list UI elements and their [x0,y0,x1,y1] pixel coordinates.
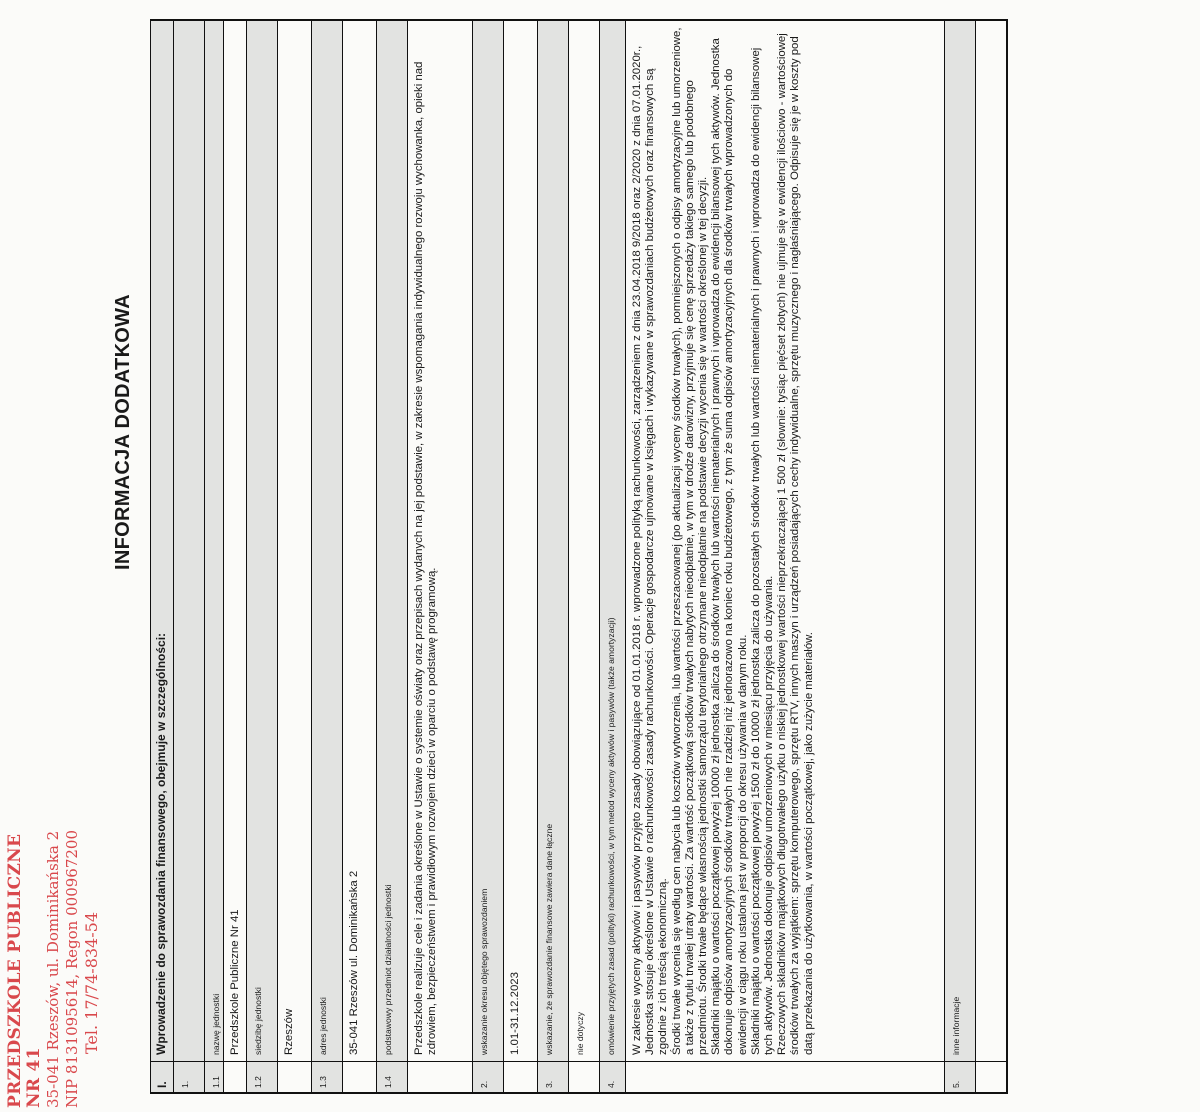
stamp-address: 35-041 Rzeszów, ul. Dominikańska 2 [44,830,62,1108]
item-number: 2. [473,1061,503,1094]
policy-paragraph: W zakresie wyceny aktywów i pasywów przyjęto zasady obowiązujące od 01.01.2018 r. wprowadzone polityką rachunkowości, zarządzeniem z dnia 23.04.2018 9/2018 oraz 2/2020 z dnia 07.01.2020r., [631,45,643,1055]
item-label: omówienie przyjętych zasad (polityki) rachunkowości, w tym metod wyceny aktywów i pasywów (także amortyzacji) [600,19,625,1061]
item-label: inne informacje [945,19,975,1061]
item-value-row [408,19,473,1094]
item-value-row [569,19,600,1094]
item-value-row [343,19,377,1094]
item-number: 1.2 [247,1061,277,1094]
item-header-row [174,19,205,1094]
item-value: Przedszkole Publiczne Nr 41 [224,19,246,1061]
stamp-ids: NIP 8131095614, Regon 000967200 [63,829,81,1108]
item-header-row [247,19,278,1094]
policy-paragraph: Jednostka stosuje określone w Ustawie o rachunkowości zasady rachunkowości. Operacje gospodarcze ujmowane w księgach i wykazywane w sprawozdaniach budżetowych oraz finansowych są zgodnie z ich treścią ekonomiczną. [644,68,670,1055]
item-value-row [278,19,312,1094]
item-value-row [976,19,1006,1094]
item-number: 1.3 [312,1061,342,1094]
item-value: Rzeszów [278,19,311,1061]
item-number: 3. [538,1061,568,1094]
policy-paragraph: Środki trwałe wycenia się według cen nabycia lub kosztów wytworzenia, lub wartości przeszacowanej (po aktualizacji wyceny środków trwałych), pomniejszonych o odpisy amortyzacyjne lub umorzeniowe, a także z tytułu trwałej utraty wartości. Za wartość początkową środków trwałych nabytych nieodpłatnie, w tym w drodze darowizny, przyjmuje się cenę sprzedaży takiego samego lub podobnego przedmiotu. Środki trwałe będące własnością jednostki samorządu terytorialnego otrzymane nieodpłatnie na podstawie decyzji wycenia się w wartości określonej w tej decyzji. [670,27,710,1055]
item-number: 1. [174,1061,204,1094]
item-number: 1.1 [205,1061,223,1094]
item-label: podstawowy przedmiot działalności jednostki [377,19,407,1061]
item-label: adres jednostki [312,19,342,1061]
item-header-row [473,19,504,1094]
item-header-row [205,19,224,1094]
item-label: siedzibę jednostki [247,19,277,1061]
section-number: I. [151,1061,173,1094]
accounting-policy-row [626,19,945,1094]
item-header-row [945,19,976,1094]
item-number: 5. [945,1061,975,1094]
info-table [150,19,1008,1094]
item-number: 4. [600,1061,625,1094]
item-label: wskazanie, że sprawozdanie finansowe zawiera dane łączne [538,19,568,1061]
item-header-row [538,19,569,1094]
stamp-name: PRZEDSZKOLE PUBLICZNE NR 41 [5,833,44,1108]
document-title: INFORMACJA DODATKOWA [112,294,134,570]
item-label [174,19,204,1061]
item-value: nie dotyczy [569,19,599,1061]
policy-paragraph: Składniki majątku o wartości początkowej powyżej 10000 zł jednostka zalicza do środków trwałych lub wartości niematerialnych i prawnych i wprowadza do ewidencji bilansowej tych aktywów. Jednostka dokonuje odpisów amortyzacyjnych środków trwałych nie rzadziej niż jednorazowo na koniec roku budżetowego, z tym że suma odpisów amortyzacyjnych dla środków trwałych wprowadzonych do ewidencji w ciągu roku ustalona jest w proporcji do okresu używania w danym roku. [710,38,749,1055]
item-value: 1.01-31.12.2023 [504,19,537,1061]
item-header-row [377,19,408,1094]
item-number: 1.4 [377,1061,407,1094]
item-value: 35-041 Rzeszów ul. Dominikańska 2 [343,19,376,1061]
accounting-policy-text [626,19,944,1061]
item-value [976,19,1006,1061]
item-label: nazwę jednostki [205,19,223,1061]
item-label: wskazanie okresu objętego sprawozdaniem [473,19,503,1061]
item-value-row [504,19,538,1094]
item-value-row [224,19,247,1094]
institution-stamp [6,828,116,1108]
section-title: Wprowadzenie do sprawozdania finansowego, obejmuje w szczególności: [151,19,173,1061]
item-value: Przedszkole realizuje cele i zadania określone w Ustawie o systemie oświaty oraz przepisach wydanych na jej podstawie, w zakresie wspomagania indywidualnego rozwoju wychowanka, opieki nad zdrowiem, bezpieczeństwem i prawidłowym rozwojem dzieci w oparciu o podstawę programową. [408,19,472,1061]
stamp-phone: Tel. 17/74-834-54 [82,911,101,1054]
policy-paragraph: Rzeczowych składników majątkowych długotrwałego użytku o niskiej jednostkowej wartości nieprzekraczającej 1 500 zł (słownie: tysiąc pięćset złotych) nie ujmuje się w ewidencji ilościowo - wartościowej środków trwałych za wyjątkiem: sprzętu komputerowego, sprzętu RTV, innych maszyn i urządzeń posiadających cechy indywidualne, sprzętu muzycznego i nagłaśniającego. Odpisuje się je w koszty pod datą przekazania do użytkowania, w wartości początkowej, jako zużycie materiałów. [776,33,815,1055]
item-header-row [312,19,343,1094]
policy-paragraph: Składniki majątku o wartości początkowej powyżej 1500 zł do 10000 zł jednostka zalicza do pozostałych środków trwałych lub wartości niematerialnych i prawnych i wprowadza do ewidencji bilansowej tych aktywów. Jednostka dokonuje odpisów umorzeniowych w miesiącu przyjęcia do używania. [749,47,776,1055]
item-header-row [600,19,626,1094]
section-header-row [151,19,174,1094]
